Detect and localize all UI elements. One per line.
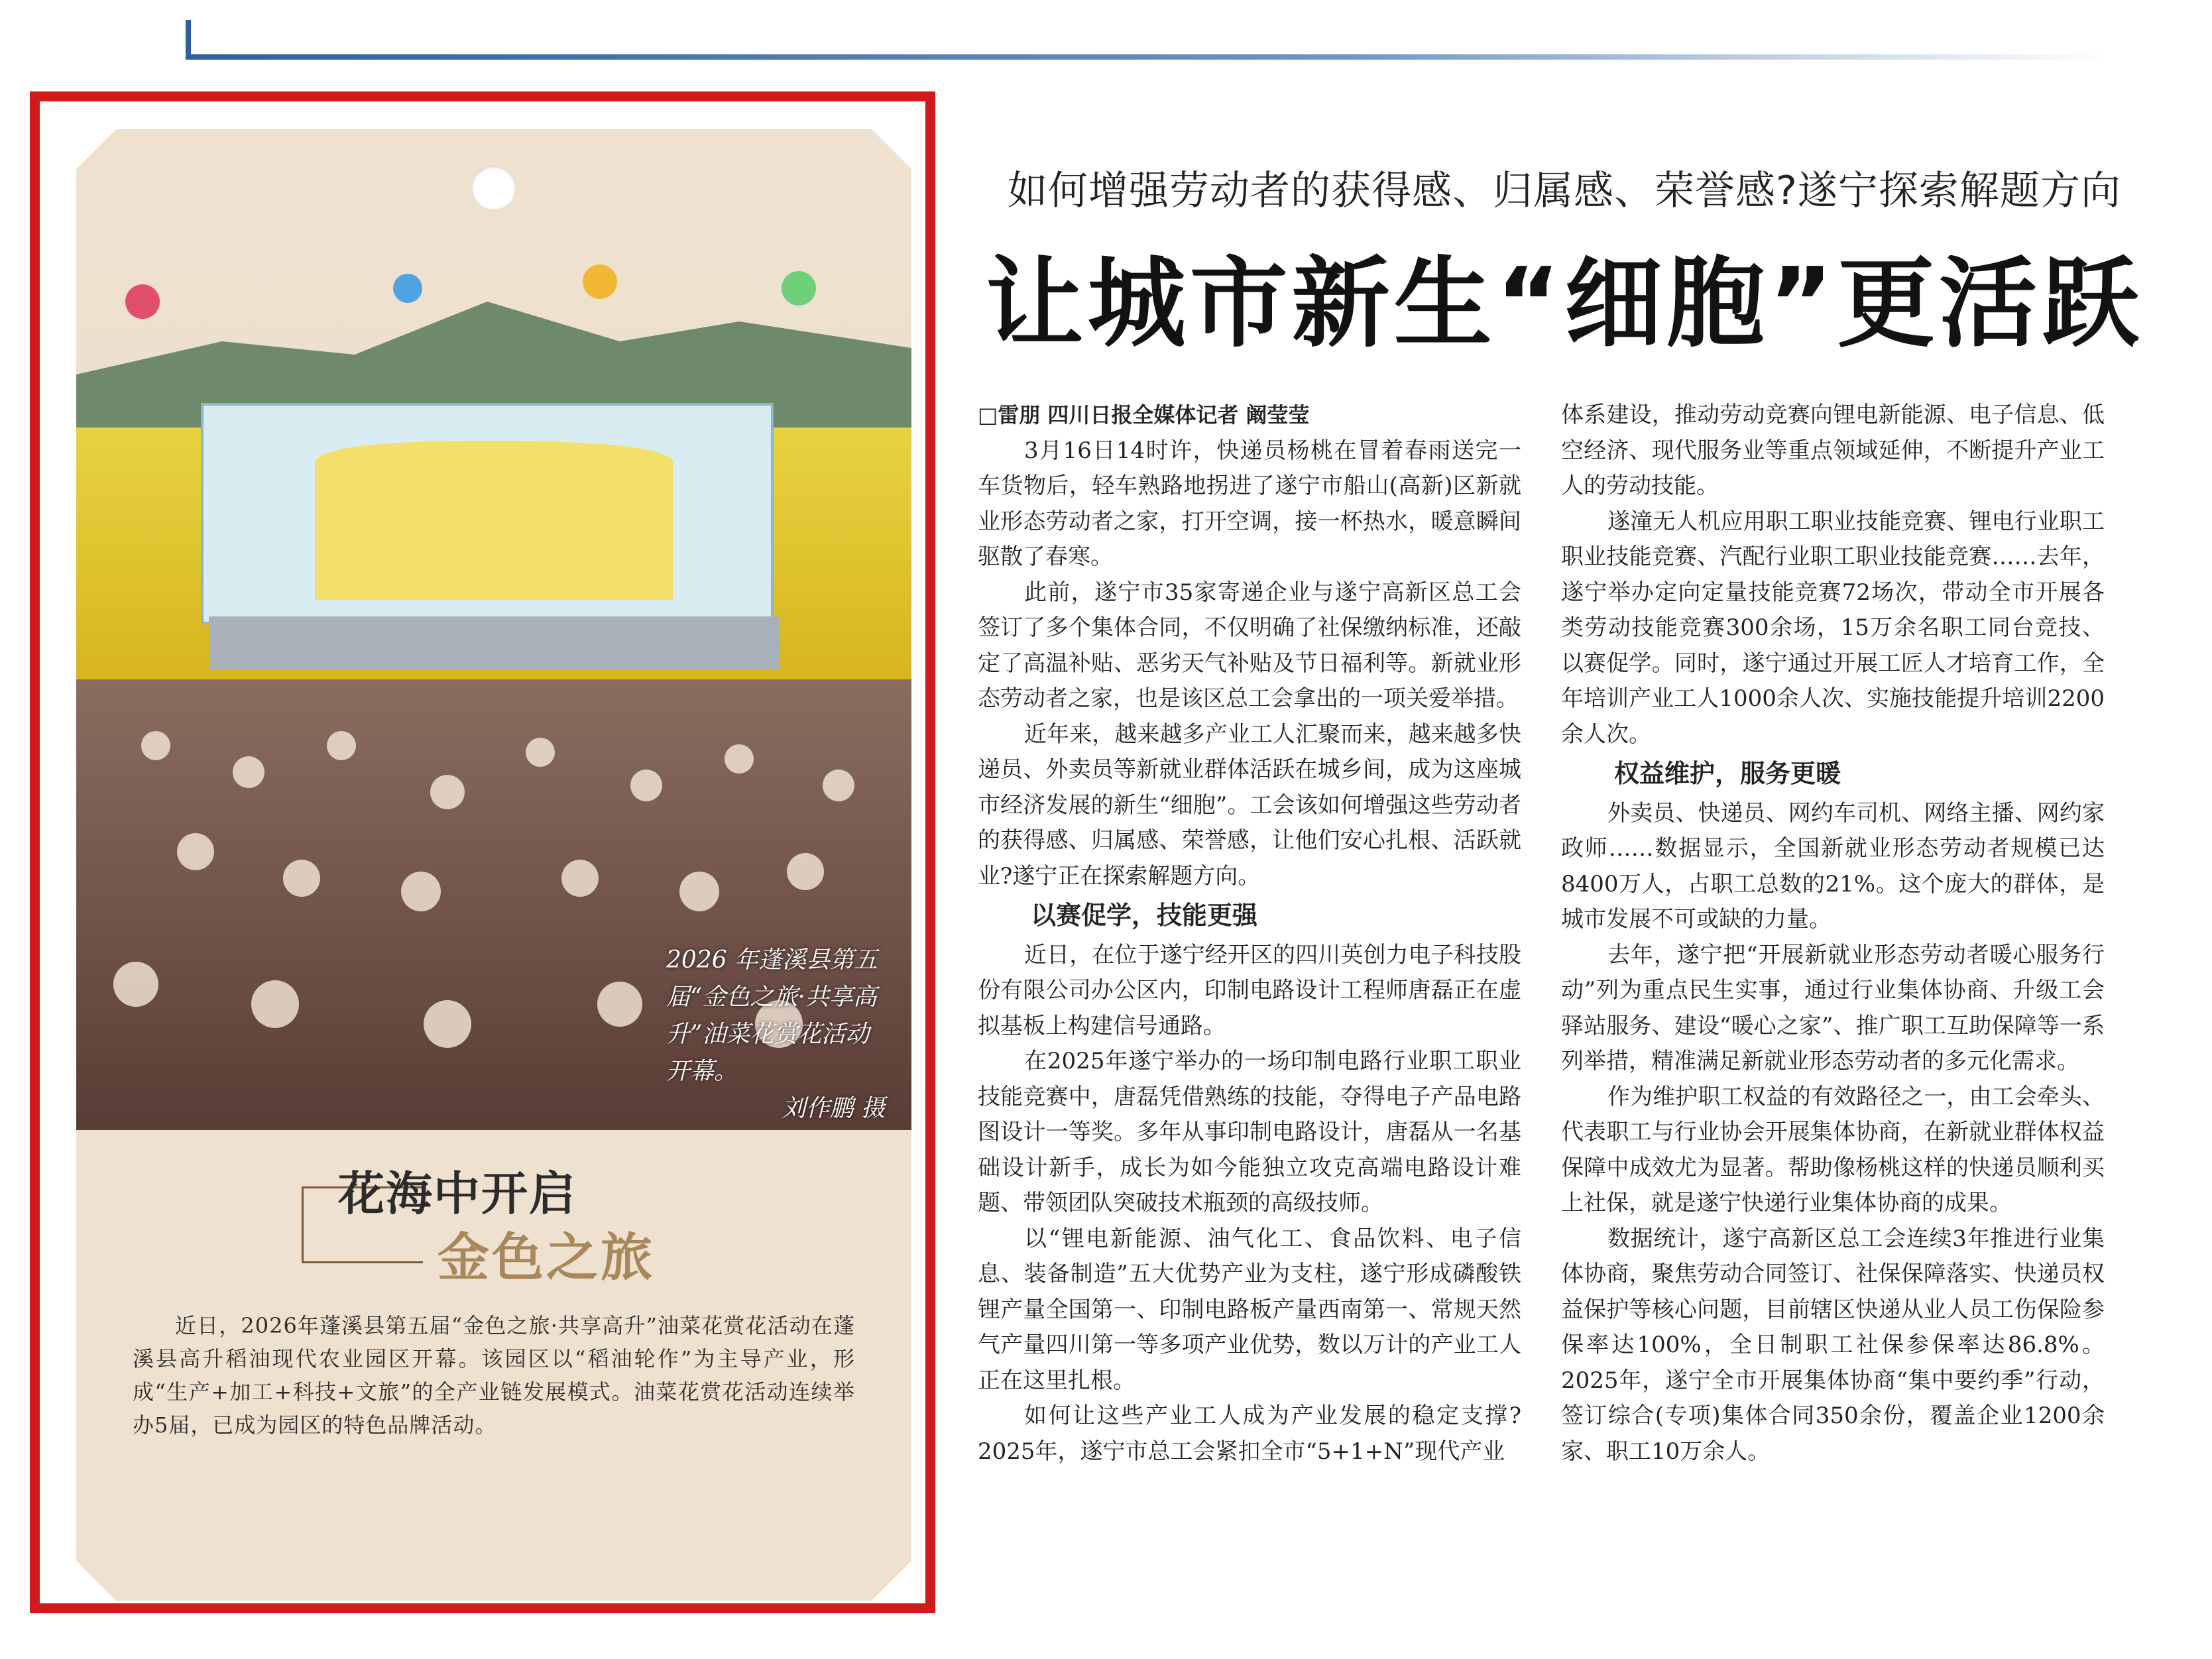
article-subheadline: 如何增强劳动者的获得感、归属感、荣誉感?遂宁探索解题方向 — [1008, 168, 2121, 214]
header-accent-bar — [186, 20, 191, 60]
photo-credit: 刘作鹏 摄 — [782, 1095, 885, 1122]
section-heading: 以赛促学，技能更强 — [1031, 901, 1258, 930]
paragraph: 此前，遂宁市35家寄递企业与遂宁高新区总工会签订了多个集体合同，不仅明确了社保缴纳标准，还敲定了高温补贴、恶劣天气补贴及节日福利等。新就业形态劳动者之家，也是该区总工会拿出的一项关爱举措。 — [978, 579, 1521, 712]
article-column-right — [1561, 398, 2105, 1469]
paragraph: 作为维护职工权益的有效路径之一，由工会牵头、代表职工与行业协会开展集体协商，在新就业群体权益保障中成效尤为显著。帮助像杨桃这样的快递员顺利买上社保，就是遂宁快递行业集体协商的成果。 — [1561, 1083, 2105, 1216]
paragraph: 去年，遂宁把“开展新就业形态劳动者暖心服务行动”列为重点民生实事，通过行业集体协商、升级工会驿站服务、建设“暖心之家”、推广职工互助保障等一系列举措，精准满足新就业形态劳动者的多元化需求。 — [1561, 941, 2105, 1074]
feature-title-line1: 花海中开启 — [338, 1167, 577, 1221]
paragraph: 外卖员、快递员、网约车司机、网络主播、网约家政师……数据显示，全国新就业形态劳动者规模已达8400万人，占职工总数的21%。这个庞大的群体，是城市发展不可或缺的力量。 — [1561, 799, 2105, 933]
paragraph: 数据统计，遂宁高新区总工会连续3年推进行业集体协商，聚焦劳动合同签订、社保保障落实、快递员权益保护等核心问题，目前辖区快递从业人员工伤保险参保率达100%，全日制职工社保参保率达86.8%。2025年，遂宁全市开展集体协商“集中要约季”行动，签订综合(专项)集体合同350余份，覆盖企业1200余家、职工10万余人。 — [1561, 1225, 2105, 1465]
feature-body: 近日，2026年蓬溪县第五届“金色之旅·共享高升”油菜花赏花活动在蓬溪县高升稻油现代农业园区开幕。该园区以“稻油轮作”为主导产业，形成“生产+加工+科技+文旅”的全产业链发展模式。油菜花赏花活动连续举办5届，已成为园区的特色品牌活动。 — [133, 1313, 855, 1438]
paragraph: 如何让这些产业工人成为产业发展的稳定支撑?2025年，遂宁市总工会紧扣全市“5+1+N”现代产业 — [978, 1402, 1521, 1465]
feature-title-line2: 金色之旅 — [437, 1228, 656, 1288]
photo-caption: 2026 年蓬溪县第五届“金色之旅·共享高升”油菜花赏花活动开幕。 — [666, 946, 878, 1085]
tag-hole — [472, 166, 516, 209]
paragraph: 以“锂电新能源、油气化工、食品饮料、电子信息、装备制造”五大优势产业为支柱，遂宁形成磷酸铁锂产量全国第一、印制电路板产量西南第一、常规天然气产量四川第一等多项产业优势，数以万计的产业工人正在这里扎根。 — [978, 1225, 1521, 1394]
event-photo — [76, 242, 911, 1130]
article-headline: 让城市新生“细胞”更活跃 — [985, 247, 2144, 361]
paragraph: 遂潼无人机应用职工职业技能竞赛、锂电行业职工职业技能竞赛、汽配行业职工职业技能竞赛……去年，遂宁举办定向定量技能竞赛72场次，带动全市开展各类劳动技能竞赛300余场，15万余名职工同台竞技、以赛促学。同时，遂宁通过开展工匠人才培育工作，全年培训产业工人1000余人次、实施技能提升培训2200余人次。 — [1561, 508, 2105, 748]
header-rule — [186, 54, 2108, 60]
section-heading: 权益维护，服务更暖 — [1614, 759, 1841, 788]
paragraph: 3月16日14时许，快递员杨桃在冒着春雨送完一车货物后，轻车熟路地拐进了遂宁市船山(高新)区新就业形态劳动者之家，打开空调，接一杯热水，暖意瞬间驱散了春寒。 — [978, 437, 1521, 570]
paragraph: 在2025年遂宁举办的一场印制电路行业职工职业技能竞赛中，唐磊凭借熟练的技能，夺得电子产品电路图设计一等奖。多年从事印制电路设计，唐磊从一名基础设计新手，成长为如今能独立攻克高端电路设计难题、带领团队突破技术瓶颈的高级技师。 — [978, 1048, 1521, 1216]
byline: □雷朋 四川日报全媒体记者 阚莹莹 — [978, 402, 1310, 428]
article-column-left — [978, 398, 1521, 1469]
paragraph: 体系建设，推动劳动竞赛向锂电新能源、电子信息、低空经济、现代服务业等重点领域延伸，不断提升产业工人的劳动技能。 — [1561, 402, 2105, 499]
paragraph: 近日，在位于遂宁经开区的四川英创力电子科技股份有限公司办公区内，印制电路设计工程师唐磊正在虚拟基板上构建信号通路。 — [978, 941, 1521, 1039]
paragraph: 近年来，越来越多产业工人汇聚而来，越来越多快递员、外卖员等新就业群体活跃在城乡间，成为这座城市经济发展的新生“细胞”。工会该如何增强这些劳动者的获得感、归属感、荣誉感，让他们安心扎根、活跃就业?遂宁正在探索解题方向。 — [978, 720, 1521, 889]
